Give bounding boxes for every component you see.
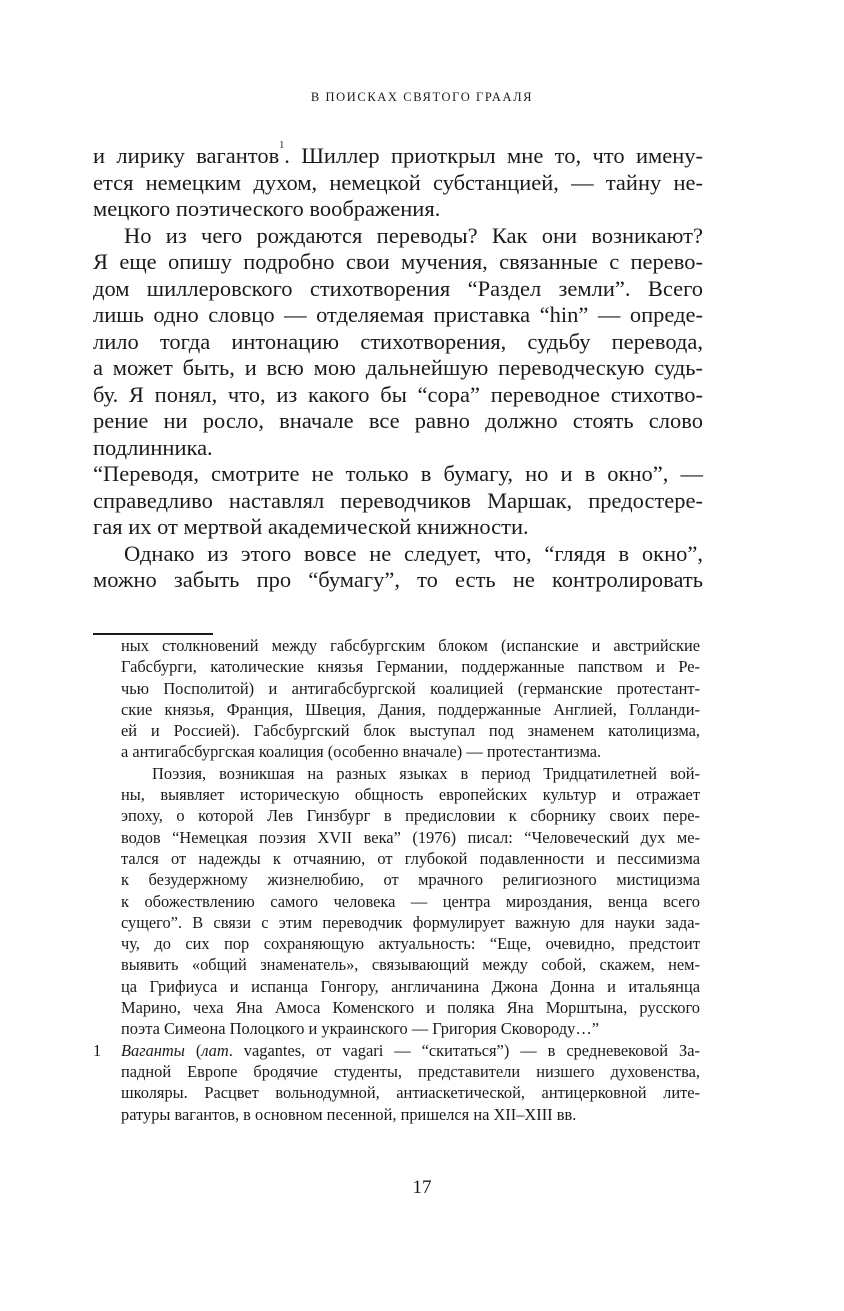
footnote-line: ратуры вагантов, в основном песенной, пришелся на XII–XIII вв. <box>121 1104 577 1124</box>
footnote-line: поэта Симеона Полоцкого и украинского — Григория Сковороду…” <box>121 1019 599 1039</box>
text-line: лило тогда интонацию стихотворения, судьбу перевода, <box>93 328 703 354</box>
footnote-line: Марино, чеха Яна Амоса Коменского и поляка Яна Морштына, русского <box>121 998 700 1018</box>
page-number: 17 <box>412 1177 432 1198</box>
footnote-line: сущего”. В связи с этим переводчик формулирует важную для науки зада- <box>121 912 700 932</box>
footnote-term: Ваганты <box>121 1040 185 1060</box>
footnote-line: Поэзия, возникшая на разных языках в период Тридцатилетней вой- <box>152 763 700 783</box>
text-line: Я еще опишу подробно свои мучения, связанные с перево- <box>93 249 703 274</box>
footnote-line: к безудержному жизнелюбию, от мрачного религиозного мистицизма <box>121 870 700 890</box>
footnote-ref[interactable]: 1 <box>279 140 285 151</box>
footnote-line: Габсбурги, католические князья Германии, поддержанные папством и Ре- <box>121 657 700 677</box>
text-line: Однако из этого вовсе не следует, что, “глядя в окно”, <box>124 540 703 566</box>
text-line: ется немецким духом, немецкой субстанцией, — тайну не- <box>93 169 703 195</box>
footnote-line: тался от надежды к отчаянию, от глубокой подавленности и пессимизма <box>121 848 700 868</box>
footnote-line: школяры. Расцвет вольнодумной, антиаскетической, антицерковной лите- <box>121 1083 700 1103</box>
text-line: справедливо наставлял переводчиков Маршак, предостере- <box>93 487 703 513</box>
text-line: мецкого поэтического воображения. <box>93 196 441 221</box>
footnote-line: ца Грифиуса и испанца Гонгору, англичанина Джона Донна и итальянца <box>121 976 700 996</box>
footnote-line: выявить «общий знаменатель», связывающий между собой, скажем, нем- <box>121 955 700 975</box>
text-line: рение ни росло, вначале все равно должно стоять слово <box>93 408 703 433</box>
footnote-line: эпоху, о которой Лев Гинзбург в предисловии к сборнику своих пере- <box>121 806 700 826</box>
abbrev: лат <box>201 1040 229 1060</box>
text-span: . Шиллер приоткрыл мне то, что имену- <box>284 143 703 168</box>
text-line: “Переводя, смотрите не только в бумагу, но и в окно”, — <box>93 461 703 486</box>
footnote-line: водов “Немецкая поэзия XVII века” (1976) писал: “Человеческий дух ме- <box>121 827 700 847</box>
footnote-1-first-line <box>93 1040 700 1061</box>
footnote-line: чью Посполитой) и антигабсбургской коалицией (германские протестант- <box>121 678 700 698</box>
text-line: подлинника. <box>93 434 213 460</box>
footnote-line: чу, до сих пор сохраняющую актуальность: “Еще, очевидно, предстоит <box>121 934 700 954</box>
text-span: . vagantes, от vagari — “скитаться”) — в средневековой За- <box>228 1040 700 1060</box>
text-line: бу. Я понял, что, из какого бы “сора” переводное стихотво- <box>93 381 703 407</box>
text-span: и лирику вагантов <box>93 143 280 168</box>
main-text <box>93 140 703 594</box>
text-line: лишь одно словцо — отделяемая приставка “hin” — опреде- <box>93 302 703 327</box>
footnote-line: ных столкновений между габсбургским блоком (испанские и австрийские <box>121 636 700 655</box>
text-line: гая их от мертвой академической книжности. <box>93 514 529 539</box>
text-line <box>93 140 703 170</box>
text-line: можно забыть про “бумагу”, то есть не контролировать <box>93 567 703 592</box>
footnote-line: ны, выявляет историческую общность европейских культур и отражает <box>121 785 700 805</box>
footnotes <box>93 635 700 1125</box>
running-header: В ПОИСКАХ СВЯТОГО ГРААЛЯ <box>310 90 534 104</box>
text-span: ( <box>184 1040 202 1060</box>
text-line: дом шиллеровского стихотворения “Раздел земли”. Всего <box>93 275 703 301</box>
footnote-line: падной Европе бродячие студенты, представители низшего духовенства, <box>121 1061 700 1081</box>
footnote-line: ей и Россией). Габсбургский блок выступал под знаменем католицизма, <box>121 721 700 741</box>
footnote-number: 1 <box>93 1040 102 1060</box>
text-line: Но из чего рождаются переводы? Как они возникают? <box>124 222 703 248</box>
text-line: а может быть, и всю мою дальнейшую переводческую судь- <box>93 355 703 380</box>
footnote-line: а антигабсбургская коалиция (особенно вначале) — протестантизма. <box>121 742 602 762</box>
footnote-line: к обожествлению самого человека — центра мироздания, венца всего <box>121 891 700 911</box>
footnote-line: ские князья, Франция, Швеция, Дания, поддержанные Англией, Голланди- <box>121 699 700 719</box>
